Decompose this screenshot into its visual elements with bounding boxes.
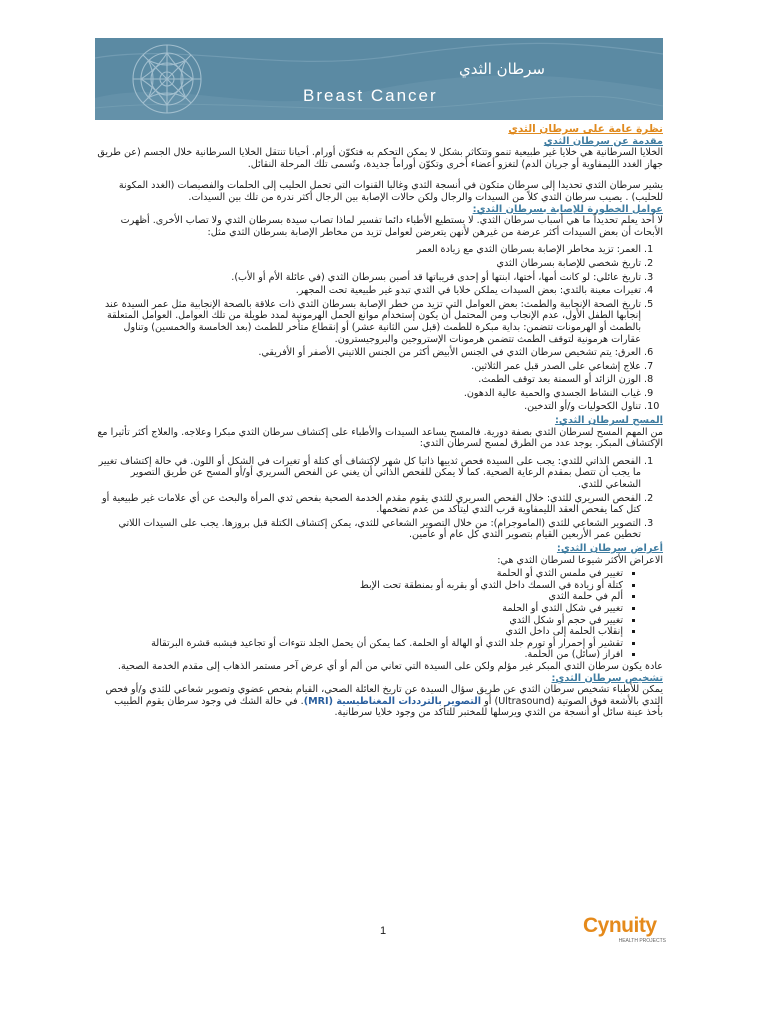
list-item: 2. الفحص السريري للثدي: خلال الفحص السريري للثدي يقوم مقدم الخدمة الصحية بفحص ثدي المرأة والبحث عن أي علامات غير طبيعية أو كتل كما يفحص العقد الليمفاوية قرب الثدي ليتأكد من عدم تضخمها. [95, 493, 641, 516]
page-number: 1 [380, 925, 387, 937]
overview-title: نظرة عامة على سرطان الثدي [508, 123, 663, 135]
list-item: 8. الوزن الزائد أو السمنة بعد توقف الطمث. [95, 374, 641, 386]
header-title-english: Breast Cancer [303, 86, 438, 105]
list-item: ▪ تغيير في ملمس الثدي أو الحلمة [95, 568, 623, 580]
list-item: ▪ تغيير في شكل الثدي أو الحلمة [95, 603, 623, 615]
cynuity-logo [583, 914, 669, 946]
list-item: 3. التصوير الشعاعي للثدي (الماموجرام): من خلال التصوير الشعاعي للثدي، يمكن إكتشاف الكتلة قبل بروزها. يجب على السيدات اللاتي تخطين عمر الأربعين القيام بتصوير الثدي كل عام أو عامين. [95, 518, 641, 541]
intro-paragraph-1: الخلايا السرطانية هي خلايا غير طبيعية تنمو وتتكاثر بشكل لا يمكن التحكم به فتكوّن أورام. أحيانا تنتقل الخلايا السرطانية خلال الجسم (عن طريق جهاز الغدد الليمفاوية أو جريان الدم) لتغزو أعضاء أخرى وتكوّن أوراماً جديدة، وتُسمى تلك المرحلة النقائل. [97, 147, 663, 170]
list-item: ▪ تقشير أو إحمرار أو تورم جلد الثدي أو الهالة أو الحلمة. كما يمكن أن يحمل الجلد نتوءات أو تجاعيد فيشبه قشرة البرتقالة [95, 638, 623, 650]
header-title-arabic: سرطان الثدي [458, 60, 545, 78]
risk-paragraph: لا أحد يعلم تحديداً ما هي أسباب سرطان الثدي. لا يستطيع الأطباء دائما تفسير لماذا تصاب سيدة بسرطان الثدي ولا تصاب الأخرى. أظهرت الأبحاث أن بعض السيدات أكثر عرضة من غيرهن لأنهن يتعرضن لعوامل تزيد من مخاطر الإصابة بسرطان الثدي مثل: [120, 215, 663, 238]
list-item: 10. تناول الكحوليات و/أو التدخين. [95, 401, 641, 413]
diagnosis-text-start: يمكن للأطباء تشخيص سرطان الثدي عن طريق سؤال السيدة عن تاريخ العائلة الصحي، القيام بفحص عضوي وتصوير شعاعي للثدي و/أو فحص الثدي بالأشعة فوق الصوتية (Ultrasound) أو [105, 684, 663, 707]
list-item: ▪ افراز (سائل) من الحلمة. [95, 649, 623, 661]
list-item: ▪ ألم في حلمة الثدي [95, 591, 623, 603]
list-item: ▪ إنقلاب الحلمة إلى داخل الثدي [95, 626, 623, 638]
diagnosis-heading: تشخيص سرطان الثدي: [551, 672, 663, 684]
document-body [95, 124, 663, 719]
list-item: ▪ تغيير في حجم أو شكل الثدي [95, 615, 623, 627]
intro-paragraph-2: يشير سرطان الثدي تحديدا إلى سرطان متكون في أنسجة الثدي وغالبا القنوات التي تحمل الحليب إلى الحلمات والفصيصات (الغدد المكونة للحليب) . يصيب سرطان الثدي كلاً من السيدات والرجال ولكن حالات الإصابة بين الرجال أكثر ندرة من تلك بين السيدات. [118, 180, 663, 203]
screening-methods-list [95, 456, 663, 541]
screening-paragraph: من المهم المسح لسرطان الثدي بصفة دورية. فالمسح يساعد السيدات والأطباء على إكتشاف سرطان الثدي مبكرا وعلاجه. والعلاج أكثر تأثيرا مع الإكتشاف المبكر. يوجد عدد من الطرق لمسح لسرطان الثدي: [97, 426, 663, 450]
symptoms-heading: أعراض سرطان الثدي: [556, 543, 663, 554]
symptoms-intro: الاعراض الأكثر شيوعا لسرطان الثدي هي: [497, 554, 663, 566]
risk-heading: عوامل الخطورة للإصابة بسرطان الثدي: [472, 203, 663, 215]
logo-wordmark: Cynuity [583, 914, 657, 937]
symptoms-list [95, 568, 663, 661]
list-item: 7. علاج إشعاعي على الصدر قبل عمر الثلاثين. [95, 361, 641, 373]
symptoms-outro: عادة يكون سرطان الثدي المبكر غير مؤلم ولكن على السيدة التي تعاني من ألم أو أي عرض آخر مستمر الذهاب إلى مقدم الخدمة الصحية. [117, 660, 663, 672]
list-item: 9. غياب النشاط الجسدي والحمية عالية الدهون. [95, 388, 641, 400]
intro-heading: مقدمة عن سرطان الثدي [543, 135, 663, 147]
list-item: 2. تاريخ شخصي للإصابة بسرطان الثدي [95, 258, 641, 270]
diagnosis-mri-highlight: التصوير بالترددات المغناطيسية (MRI) [303, 695, 482, 707]
ornament-icon [130, 42, 204, 116]
list-item: 5. تاريخ الصحة الإنجابية والطمث: بعض العوامل التي تزيد من خطر الإصابة بسرطان الثدي ذات علاقة بالصحة الإنجابية مثل عمر السيدة عند إنجابها الطفل الأول، عدم الإنجاب ومن المحتمل أن يكون إستخدام موانع الحمل الهرمونية لمدد طويلة من تلك العوامل. العوامل المتعلقة بالطمث أو الهرمونات تتضمن: بداية مبكرة للطمث (قبل سن الثانية عشر) أو إنقطاع متأخر للطمث (بعد الخامسة والخمسين) وتناول عقارات هرمونية لتوقف الطمث تتضمن هرمونات الإستروجين والبروجيسترون. [95, 299, 641, 345]
list-item: 1. الفحص الذاتي للثدي: يجب على السيدة فحص ثدييها ذاتيا كل شهر لإكتشاف أي كتلة أو تغيرات في الشكل أو اللون. في حالة إكتشاف تغيير ما يجب أن تتصل بمقدم الرعاية الصحية. كما لا يمكن للفحص الذاتي أن يغني عن الفحص السريري أو/أو المسح عن طريق التصوير الشعاعي للثدي. [95, 456, 641, 491]
list-item: 4. تغيرات معينة بالثدي: بعض السيدات يملكن خلايا في الثدي تبدو غير طبيعية تحت المجهر. [95, 285, 641, 297]
logo-tagline: HEALTH PROJECTS [618, 938, 666, 944]
list-item: 6. العرق: يتم تشخيص سرطان الثدي في الجنس الأبيض أكثر من الجنس اللاتيني الأصفر أو الأفريقي. [95, 347, 641, 359]
list-item: ▪ كتلة أو زيادة في السمك داخل الثدي أو بقربه أو بمنطقة تحت الإبط [95, 580, 623, 592]
diagnosis-paragraph [95, 684, 663, 719]
risk-factors-list [95, 244, 663, 413]
list-item: 1. العمر: تزيد مخاطر الإصابة بسرطان الثدي مع زيادة العمر [95, 244, 641, 256]
diagnosis-text-end: . في حالة الشك في وجود سرطان يقوم الطبيب بأخذ عينة سائل أو أنسجة من الثدي ويرسلها للمختبر للتأكد من وجود خلايا سرطانية. [114, 695, 663, 719]
list-item: 3. تاريخ عائلي: لو كانت أمها، أختها، ابنتها أو إحدى قريباتها قد أصبن بسرطان الثدي (في عائلة الأم أو الأب). [95, 272, 641, 284]
screening-heading: المسح لسرطان الثدي: [554, 415, 663, 427]
